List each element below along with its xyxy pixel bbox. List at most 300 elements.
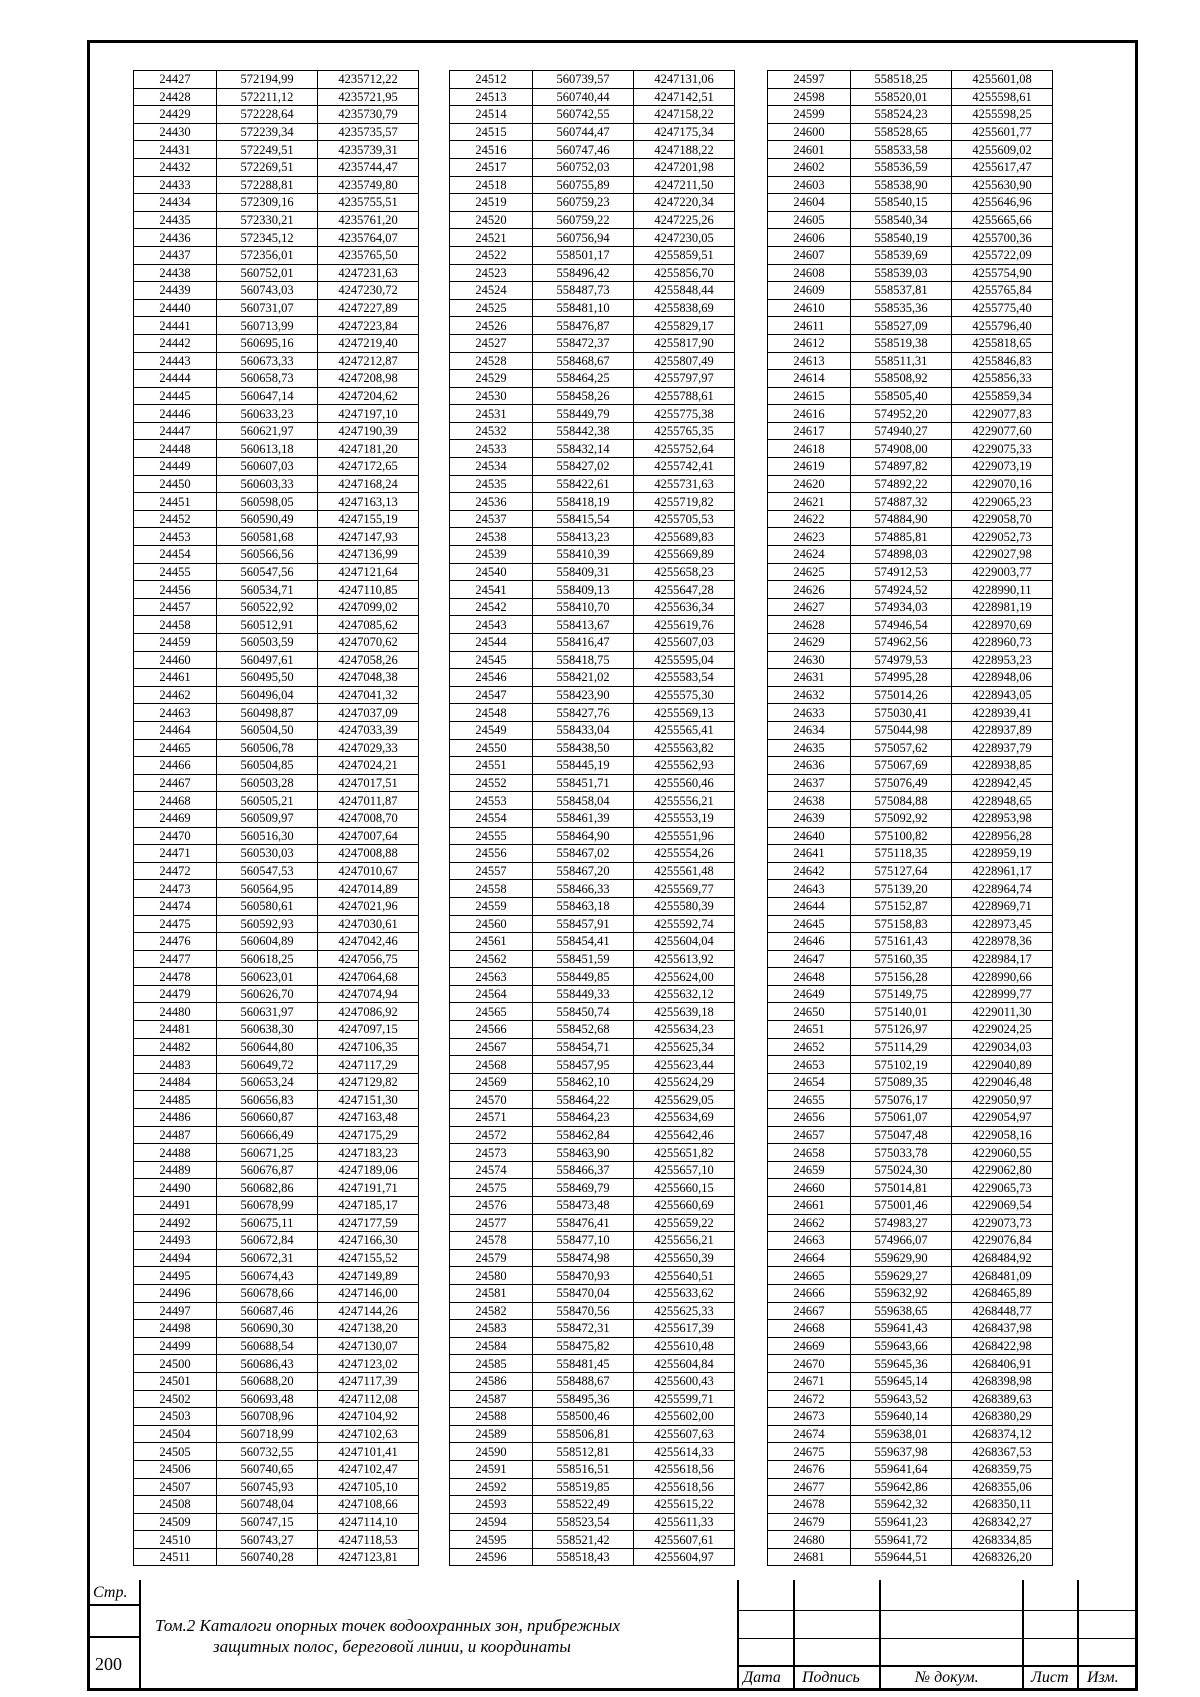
y-coordinate-cell: 4235712,22 [318,71,419,89]
table-row [134,1249,419,1267]
x-coordinate-cell: 560656,83 [217,1091,318,1109]
y-coordinate-cell: 4228948,65 [952,792,1053,810]
y-coordinate-cell: 4255553,19 [634,809,735,827]
point-number-cell: 24578 [450,1232,533,1250]
table-row [134,704,419,722]
point-number-cell: 24508 [134,1496,217,1514]
y-coordinate-cell: 4255607,03 [634,634,735,652]
table-row [450,1284,735,1302]
x-coordinate-cell: 560674,43 [217,1267,318,1285]
x-coordinate-cell: 560564,95 [217,880,318,898]
point-number-cell: 24436 [134,229,217,247]
x-coordinate-cell: 558468,67 [533,352,634,370]
y-coordinate-cell: 4268422,98 [952,1337,1053,1355]
table-row [134,616,419,634]
x-coordinate-cell: 575102,19 [851,1056,952,1074]
x-coordinate-cell: 572288,81 [217,176,318,194]
point-number-cell: 24616 [768,405,851,423]
table-row [134,475,419,493]
x-coordinate-cell: 575140,01 [851,1003,952,1021]
x-coordinate-cell: 574966,07 [851,1232,952,1250]
point-number-cell: 24503 [134,1408,217,1426]
point-number-cell: 24577 [450,1214,533,1232]
point-number-cell: 24613 [768,352,851,370]
y-coordinate-cell: 4255602,00 [634,1408,735,1426]
x-coordinate-cell: 558461,39 [533,809,634,827]
y-coordinate-cell: 4255817,90 [634,334,735,352]
table-row [134,1425,419,1443]
point-number-cell: 24645 [768,915,851,933]
x-coordinate-cell: 575024,30 [851,1161,952,1179]
y-coordinate-cell: 4229050,97 [952,1091,1053,1109]
x-coordinate-cell: 560695,16 [217,334,318,352]
y-coordinate-cell: 4235765,50 [318,246,419,264]
table-row [768,123,1053,141]
y-coordinate-cell: 4247033,39 [318,721,419,739]
y-coordinate-cell: 4247177,59 [318,1214,419,1232]
x-coordinate-cell: 559644,51 [851,1548,952,1566]
y-coordinate-cell: 4255554,26 [634,845,735,863]
point-number-cell: 24608 [768,264,851,282]
table-row [134,141,419,159]
x-coordinate-cell: 560580,61 [217,897,318,915]
y-coordinate-cell: 4268350,11 [952,1496,1053,1514]
table-row [134,686,419,704]
x-coordinate-cell: 558476,41 [533,1214,634,1232]
x-coordinate-cell: 558540,19 [851,229,952,247]
point-number-cell: 24466 [134,757,217,775]
table-row [134,1531,419,1549]
x-coordinate-cell: 560495,50 [217,669,318,687]
point-number-cell: 24429 [134,106,217,124]
point-number-cell: 24428 [134,88,217,106]
x-coordinate-cell: 558464,25 [533,370,634,388]
table-row [450,739,735,757]
point-number-cell: 24661 [768,1197,851,1215]
y-coordinate-cell: 4235749,80 [318,176,419,194]
y-coordinate-cell: 4268359,75 [952,1460,1053,1478]
table-row [768,809,1053,827]
point-number-cell: 24593 [450,1496,533,1514]
table-row [134,1144,419,1162]
table-row [768,1496,1053,1514]
point-number-cell: 24587 [450,1390,533,1408]
x-coordinate-cell: 559645,14 [851,1372,952,1390]
point-number-cell: 24461 [134,669,217,687]
y-coordinate-cell: 4255599,71 [634,1390,735,1408]
table-row [134,1443,419,1461]
x-coordinate-cell: 560534,71 [217,581,318,599]
point-number-cell: 24456 [134,581,217,599]
point-number-cell: 24493 [134,1232,217,1250]
table-row [450,1372,735,1390]
y-coordinate-cell: 4255618,56 [634,1460,735,1478]
x-coordinate-cell: 558538,90 [851,176,952,194]
y-coordinate-cell: 4247168,24 [318,475,419,493]
point-number-cell: 24570 [450,1091,533,1109]
table-row [450,581,735,599]
x-coordinate-cell: 560676,87 [217,1161,318,1179]
x-coordinate-cell: 560603,33 [217,475,318,493]
table-row [450,880,735,898]
x-coordinate-cell: 559629,27 [851,1267,952,1285]
x-coordinate-cell: 559638,65 [851,1302,952,1320]
y-coordinate-cell: 4229076,84 [952,1232,1053,1250]
point-number-cell: 24621 [768,493,851,511]
table-row [134,1073,419,1091]
table-row [768,510,1053,528]
point-number-cell: 24537 [450,510,533,528]
x-coordinate-cell: 574912,53 [851,563,952,581]
x-coordinate-cell: 560752,01 [217,264,318,282]
x-coordinate-cell: 558481,10 [533,299,634,317]
point-number-cell: 24464 [134,721,217,739]
y-coordinate-cell: 4247158,22 [634,106,735,124]
table-row [450,141,735,159]
x-coordinate-cell: 558520,01 [851,88,952,106]
point-number-cell: 24543 [450,616,533,634]
x-coordinate-cell: 558524,23 [851,106,952,124]
x-coordinate-cell: 575057,62 [851,739,952,757]
point-number-cell: 24600 [768,123,851,141]
y-coordinate-cell: 4247151,30 [318,1091,419,1109]
x-coordinate-cell: 558519,85 [533,1478,634,1496]
point-number-cell: 24568 [450,1056,533,1074]
x-coordinate-cell: 572356,01 [217,246,318,264]
table-row [450,440,735,458]
table-row [134,845,419,863]
table-row [768,546,1053,564]
y-coordinate-cell: 4228969,71 [952,897,1053,915]
y-coordinate-cell: 4235755,51 [318,194,419,212]
x-coordinate-cell: 558533,58 [851,141,952,159]
x-coordinate-cell: 558458,26 [533,387,634,405]
y-coordinate-cell: 4247155,52 [318,1249,419,1267]
x-coordinate-cell: 574934,03 [851,598,952,616]
y-coordinate-cell: 4228961,17 [952,862,1053,880]
y-coordinate-cell: 4255624,29 [634,1073,735,1091]
point-number-cell: 24596 [450,1548,533,1566]
y-coordinate-cell: 4255600,43 [634,1372,735,1390]
point-number-cell: 24496 [134,1284,217,1302]
y-coordinate-cell: 4255647,28 [634,581,735,599]
x-coordinate-cell: 560504,50 [217,721,318,739]
table-row [768,1091,1053,1109]
point-number-cell: 24657 [768,1126,851,1144]
x-coordinate-cell: 558495,36 [533,1390,634,1408]
x-coordinate-cell: 560708,96 [217,1408,318,1426]
x-coordinate-cell: 560621,97 [217,422,318,440]
table-row [134,387,419,405]
y-coordinate-cell: 4247007,64 [318,827,419,845]
point-number-cell: 24638 [768,792,851,810]
x-coordinate-cell: 574892,22 [851,475,952,493]
x-coordinate-cell: 558413,23 [533,528,634,546]
y-coordinate-cell: 4228990,11 [952,581,1053,599]
x-coordinate-cell: 559643,66 [851,1337,952,1355]
table-row [450,422,735,440]
y-coordinate-cell: 4247085,62 [318,616,419,634]
table-row [134,598,419,616]
table-row [134,1284,419,1302]
y-coordinate-cell: 4255611,33 [634,1513,735,1531]
table-row [768,792,1053,810]
x-coordinate-cell: 558427,02 [533,458,634,476]
y-coordinate-cell: 4228960,73 [952,634,1053,652]
page-label: Стр. [93,1584,128,1601]
point-number-cell: 24609 [768,282,851,300]
table-row [768,968,1053,986]
coordinates-table-2 [449,70,735,1566]
point-number-cell: 24505 [134,1443,217,1461]
point-number-cell: 24622 [768,510,851,528]
point-number-cell: 24679 [768,1513,851,1531]
point-number-cell: 24457 [134,598,217,616]
point-number-cell: 24533 [450,440,533,458]
table-row [450,176,735,194]
table-row [450,1003,735,1021]
y-coordinate-cell: 4255580,39 [634,897,735,915]
x-coordinate-cell: 575014,81 [851,1179,952,1197]
y-coordinate-cell: 4255856,33 [952,370,1053,388]
point-number-cell: 24445 [134,387,217,405]
x-coordinate-cell: 558523,54 [533,1513,634,1531]
table-row [450,334,735,352]
point-number-cell: 24597 [768,71,851,89]
table-row [134,1038,419,1056]
x-coordinate-cell: 560743,27 [217,1531,318,1549]
table-row [134,739,419,757]
x-coordinate-cell: 560598,05 [217,493,318,511]
table-row [450,510,735,528]
y-coordinate-cell: 4255615,22 [634,1496,735,1514]
point-number-cell: 24481 [134,1021,217,1039]
table-row [768,598,1053,616]
y-coordinate-cell: 4255656,21 [634,1232,735,1250]
table-row [450,1337,735,1355]
table-row [450,1302,735,1320]
table-row [134,1320,419,1338]
y-coordinate-cell: 4229058,16 [952,1126,1053,1144]
point-number-cell: 24583 [450,1320,533,1338]
y-coordinate-cell: 4229040,89 [952,1056,1053,1074]
table-row [134,458,419,476]
table-row [768,1443,1053,1461]
table-row [768,897,1053,915]
y-coordinate-cell: 4228953,23 [952,651,1053,669]
table-row [134,1548,419,1566]
x-coordinate-cell: 560690,30 [217,1320,318,1338]
table-row [768,370,1053,388]
y-coordinate-cell: 4255604,97 [634,1548,735,1566]
table-row [768,1179,1053,1197]
x-coordinate-cell: 560755,89 [533,176,634,194]
document-number-column-label: № докум. [915,1669,979,1686]
table-row [768,194,1053,212]
table-row [768,211,1053,229]
table-row [768,229,1053,247]
date-column-label: Дата [743,1669,781,1686]
x-coordinate-cell: 558457,95 [533,1056,634,1074]
table-row [134,809,419,827]
y-coordinate-cell: 4255742,41 [634,458,735,476]
table-row [134,1197,419,1215]
y-coordinate-cell: 4228999,77 [952,985,1053,1003]
point-number-cell: 24663 [768,1232,851,1250]
x-coordinate-cell: 574898,03 [851,546,952,564]
y-coordinate-cell: 4255657,10 [634,1161,735,1179]
x-coordinate-cell: 560693,48 [217,1390,318,1408]
y-coordinate-cell: 4268380,29 [952,1408,1053,1426]
x-coordinate-cell: 558508,92 [851,370,952,388]
point-number-cell: 24515 [450,123,533,141]
y-coordinate-cell: 4268355,06 [952,1478,1053,1496]
y-coordinate-cell: 4228959,19 [952,845,1053,863]
y-coordinate-cell: 4229034,03 [952,1038,1053,1056]
point-number-cell: 24430 [134,123,217,141]
y-coordinate-cell: 4255560,46 [634,774,735,792]
y-coordinate-cell: 4247129,82 [318,1073,419,1091]
point-number-cell: 24494 [134,1249,217,1267]
x-coordinate-cell: 558423,90 [533,686,634,704]
point-number-cell: 24433 [134,176,217,194]
table-row [134,1390,419,1408]
point-number-cell: 24546 [450,669,533,687]
y-coordinate-cell: 4247058,26 [318,651,419,669]
point-number-cell: 24522 [450,246,533,264]
y-coordinate-cell: 4235744,47 [318,158,419,176]
x-coordinate-cell: 558464,23 [533,1109,634,1127]
table-row [450,1320,735,1338]
y-coordinate-cell: 4228970,69 [952,616,1053,634]
x-coordinate-cell: 575127,64 [851,862,952,880]
point-number-cell: 24668 [768,1320,851,1338]
table-row [768,1513,1053,1531]
x-coordinate-cell: 558413,67 [533,616,634,634]
point-number-cell: 24485 [134,1091,217,1109]
point-number-cell: 24529 [450,370,533,388]
point-number-cell: 24441 [134,317,217,335]
point-number-cell: 24586 [450,1372,533,1390]
y-coordinate-cell: 4255562,93 [634,757,735,775]
y-coordinate-cell: 4229052,73 [952,528,1053,546]
y-coordinate-cell: 4247230,05 [634,229,735,247]
x-coordinate-cell: 560522,92 [217,598,318,616]
y-coordinate-cell: 4255625,34 [634,1038,735,1056]
point-number-cell: 24518 [450,176,533,194]
point-number-cell: 24630 [768,651,851,669]
x-coordinate-cell: 558473,48 [533,1197,634,1215]
table-row [768,774,1053,792]
x-coordinate-cell: 560590,49 [217,510,318,528]
x-coordinate-cell: 560752,03 [533,158,634,176]
point-number-cell: 24603 [768,176,851,194]
table-row [134,1161,419,1179]
table-row [450,1179,735,1197]
table-row [134,1408,419,1426]
x-coordinate-cell: 560512,91 [217,616,318,634]
x-coordinate-cell: 575149,75 [851,985,952,1003]
point-number-cell: 24555 [450,827,533,845]
y-coordinate-cell: 4247142,51 [634,88,735,106]
y-coordinate-cell: 4247130,07 [318,1337,419,1355]
table-row [450,1408,735,1426]
point-number-cell: 24629 [768,634,851,652]
y-coordinate-cell: 4255818,65 [952,334,1053,352]
point-number-cell: 24598 [768,88,851,106]
table-row [768,862,1053,880]
table-row [768,915,1053,933]
point-number-cell: 24539 [450,546,533,564]
point-number-cell: 24471 [134,845,217,863]
point-number-cell: 24637 [768,774,851,792]
table-row [134,827,419,845]
y-coordinate-cell: 4255607,61 [634,1531,735,1549]
table-row [768,669,1053,687]
table-row [768,1073,1053,1091]
table-row [450,634,735,652]
point-number-cell: 24667 [768,1302,851,1320]
table-row [768,317,1053,335]
y-coordinate-cell: 4247029,33 [318,739,419,757]
point-number-cell: 24569 [450,1073,533,1091]
table-row [450,669,735,687]
table-row [768,1548,1053,1566]
table-row [134,1021,419,1039]
point-number-cell: 24536 [450,493,533,511]
table-row [768,1284,1053,1302]
table-row [450,405,735,423]
point-number-cell: 24584 [450,1337,533,1355]
point-number-cell: 24467 [134,774,217,792]
point-number-cell: 24581 [450,1284,533,1302]
y-coordinate-cell: 4255650,39 [634,1249,735,1267]
y-coordinate-cell: 4229060,55 [952,1144,1053,1162]
point-number-cell: 24599 [768,106,851,124]
point-number-cell: 24653 [768,1056,851,1074]
y-coordinate-cell: 4255610,48 [634,1337,735,1355]
y-coordinate-cell: 4228937,89 [952,721,1053,739]
x-coordinate-cell: 575114,29 [851,1038,952,1056]
table-row [134,1460,419,1478]
point-number-cell: 24618 [768,440,851,458]
y-coordinate-cell: 4255601,77 [952,123,1053,141]
point-number-cell: 24449 [134,458,217,476]
point-number-cell: 24607 [768,246,851,264]
table-row [134,1267,419,1285]
x-coordinate-cell: 572269,51 [217,158,318,176]
y-coordinate-cell: 4255856,70 [634,264,735,282]
point-number-cell: 24591 [450,1460,533,1478]
table-row [450,194,735,212]
table-row [134,581,419,599]
x-coordinate-cell: 575014,26 [851,686,952,704]
table-row [768,264,1053,282]
x-coordinate-cell: 558449,79 [533,405,634,423]
table-row [134,721,419,739]
table-row [134,334,419,352]
x-coordinate-cell: 558433,04 [533,721,634,739]
point-number-cell: 24498 [134,1320,217,1338]
point-number-cell: 24565 [450,1003,533,1021]
table-row [450,1355,735,1373]
point-number-cell: 24676 [768,1460,851,1478]
table-row [768,475,1053,493]
x-coordinate-cell: 558467,02 [533,845,634,863]
y-coordinate-cell: 4247021,96 [318,897,419,915]
x-coordinate-cell: 575089,35 [851,1073,952,1091]
y-coordinate-cell: 4229065,73 [952,1179,1053,1197]
